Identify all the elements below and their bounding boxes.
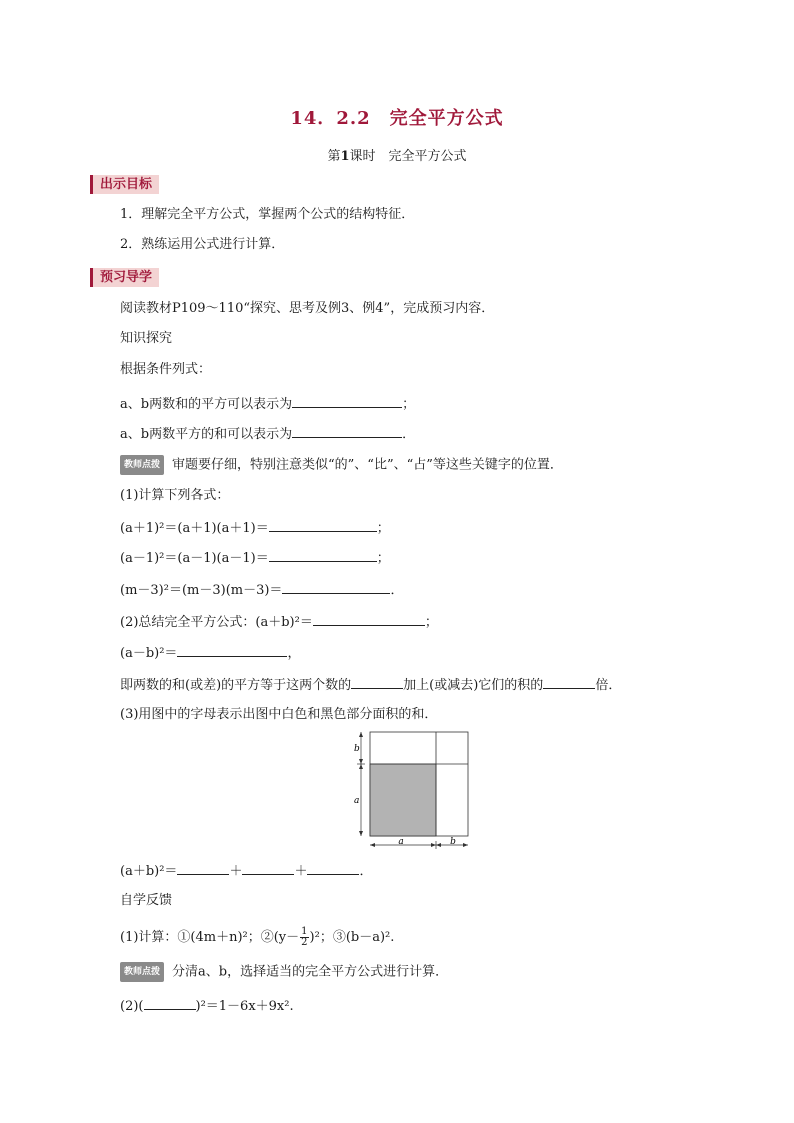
feedback-2-text-b: )²＝1－6x＋9x². (195, 999, 294, 1014)
reading-instruction: 阅读教材P109～110“探究、思考及例3、例4”，完成预习内容． (120, 301, 495, 316)
answer-blank[interactable] (144, 996, 196, 1010)
expression-2-text: a、b两数平方的和可以表示为 (120, 427, 293, 442)
answer-blank[interactable] (543, 675, 595, 689)
subtitle-number: 1 (340, 149, 350, 164)
plus-sign: ＋ (229, 864, 243, 879)
expression-1-text: a、b两数和的平方可以表示为 (120, 397, 293, 412)
answer-blank[interactable] (313, 612, 425, 626)
answer-blank[interactable] (177, 861, 229, 875)
answer-blank[interactable] (269, 548, 377, 562)
arrow-icon (359, 732, 363, 737)
feedback-1-text-a: (1)计算：①(4m＋n)²；②(y－ (120, 930, 300, 945)
calc-heading: (1)计算下列各式： (120, 488, 230, 503)
shaded-square (370, 764, 436, 836)
condition-heading: 根据条件列式： (120, 362, 212, 377)
arrow-icon (359, 831, 363, 836)
expression-line-2 (120, 424, 415, 444)
area-expression-line (120, 861, 372, 881)
teacher-tip-1 (120, 455, 563, 475)
arrow-icon (359, 764, 363, 769)
calc-3-text: (m－3)²＝(m－3)(m－3)＝ (120, 583, 283, 598)
arrow-icon (370, 843, 375, 847)
feedback-heading: 自学反馈 (120, 893, 173, 908)
goal-item-2: 2．熟练运用公式进行计算． (120, 237, 285, 252)
calc-2-text: (a－1)²＝(a－1)(a－1)＝ (120, 551, 269, 566)
expression-1-end: ； (402, 397, 416, 412)
answer-blank[interactable] (307, 861, 359, 875)
calc-1-text: (a＋1)²＝(a＋1)(a＋1)＝ (120, 521, 269, 536)
subtitle-rest: 课时 完全平方公式 (349, 149, 467, 164)
rule-text-c: 倍． (595, 678, 622, 693)
page-subtitle (0, 145, 794, 164)
summary-1-end: ； (424, 615, 438, 630)
teacher-tip-2-text: 分清a、b，选择适当的完全平方公式进行计算． (172, 964, 449, 980)
teacher-tip-2 (120, 962, 448, 982)
area-expr-end: ． (359, 864, 373, 879)
rule-text-b: 加上(或减去)它们的积的 (403, 678, 544, 693)
summary-line-2 (120, 643, 300, 663)
summary-2-text: (a－b)²＝ (120, 646, 178, 661)
calc-line-2 (120, 548, 390, 568)
answer-blank[interactable] (242, 861, 294, 875)
rule-line (120, 675, 621, 695)
answer-blank[interactable] (351, 675, 403, 689)
subtitle-prefix: 第 (327, 149, 341, 164)
answer-blank[interactable] (177, 643, 287, 657)
summary-1-text: (2)总结完全平方公式：(a＋b)²＝ (120, 615, 313, 630)
feedback-item-2 (120, 996, 294, 1016)
feedback-1-text-b: )²；③(b－a)². (309, 930, 395, 945)
arrow-icon (431, 843, 436, 847)
plus-sign: ＋ (294, 864, 308, 879)
arrow-icon (359, 759, 363, 764)
summary-line-1 (120, 612, 438, 632)
calc-2-end: ； (376, 551, 390, 566)
preview-section-tag: 预习导学 (90, 268, 159, 287)
summary-2-end: ， (287, 646, 301, 661)
label-a-bottom: a (398, 837, 404, 847)
expression-line-1 (120, 394, 415, 414)
goal-item-1: 1．理解完全平方公式，掌握两个公式的结构特征． (120, 207, 415, 222)
goals-section-tag: 出示目标 (90, 175, 159, 194)
fraction-one-half (300, 927, 308, 948)
rule-text-a: 即两数的和(或差)的平方等于这两个数的 (120, 678, 352, 693)
teacher-tip-badge: 教师点拨 (120, 962, 164, 982)
answer-blank[interactable] (282, 580, 390, 594)
page-title: 14．2.2 完全平方公式 (290, 108, 504, 129)
knowledge-heading: 知识探究 (120, 331, 173, 346)
square-diagram (346, 728, 476, 854)
answer-blank[interactable] (269, 518, 377, 532)
calc-1-end: ； (376, 521, 390, 536)
fraction-numerator: 1 (301, 926, 308, 937)
feedback-item-1 (120, 927, 394, 948)
figure-question: (3)用图中的字母表示出图中白色和黑色部分面积的和． (120, 707, 438, 722)
calc-3-end: ． (390, 583, 404, 598)
label-b-left: b (354, 744, 360, 754)
teacher-tip-1-text: 审题要仔细，特别注意类似“的”、“比”、“占”等这些关键字的位置． (172, 457, 563, 473)
teacher-tip-badge: 教师点拨 (120, 455, 164, 475)
fraction-denominator: 2 (301, 937, 308, 948)
calc-line-1 (120, 518, 390, 538)
arrow-icon (436, 843, 441, 847)
label-b-bottom: b (450, 837, 456, 847)
answer-blank[interactable] (292, 394, 402, 408)
area-expr-text: (a＋b)²＝ (120, 864, 178, 879)
label-a-left: a (354, 796, 360, 806)
calc-line-3 (120, 580, 403, 600)
arrow-icon (463, 843, 468, 847)
expression-2-end: ． (402, 427, 416, 442)
feedback-2-text-a: (2)( (120, 999, 144, 1014)
answer-blank[interactable] (292, 424, 402, 438)
